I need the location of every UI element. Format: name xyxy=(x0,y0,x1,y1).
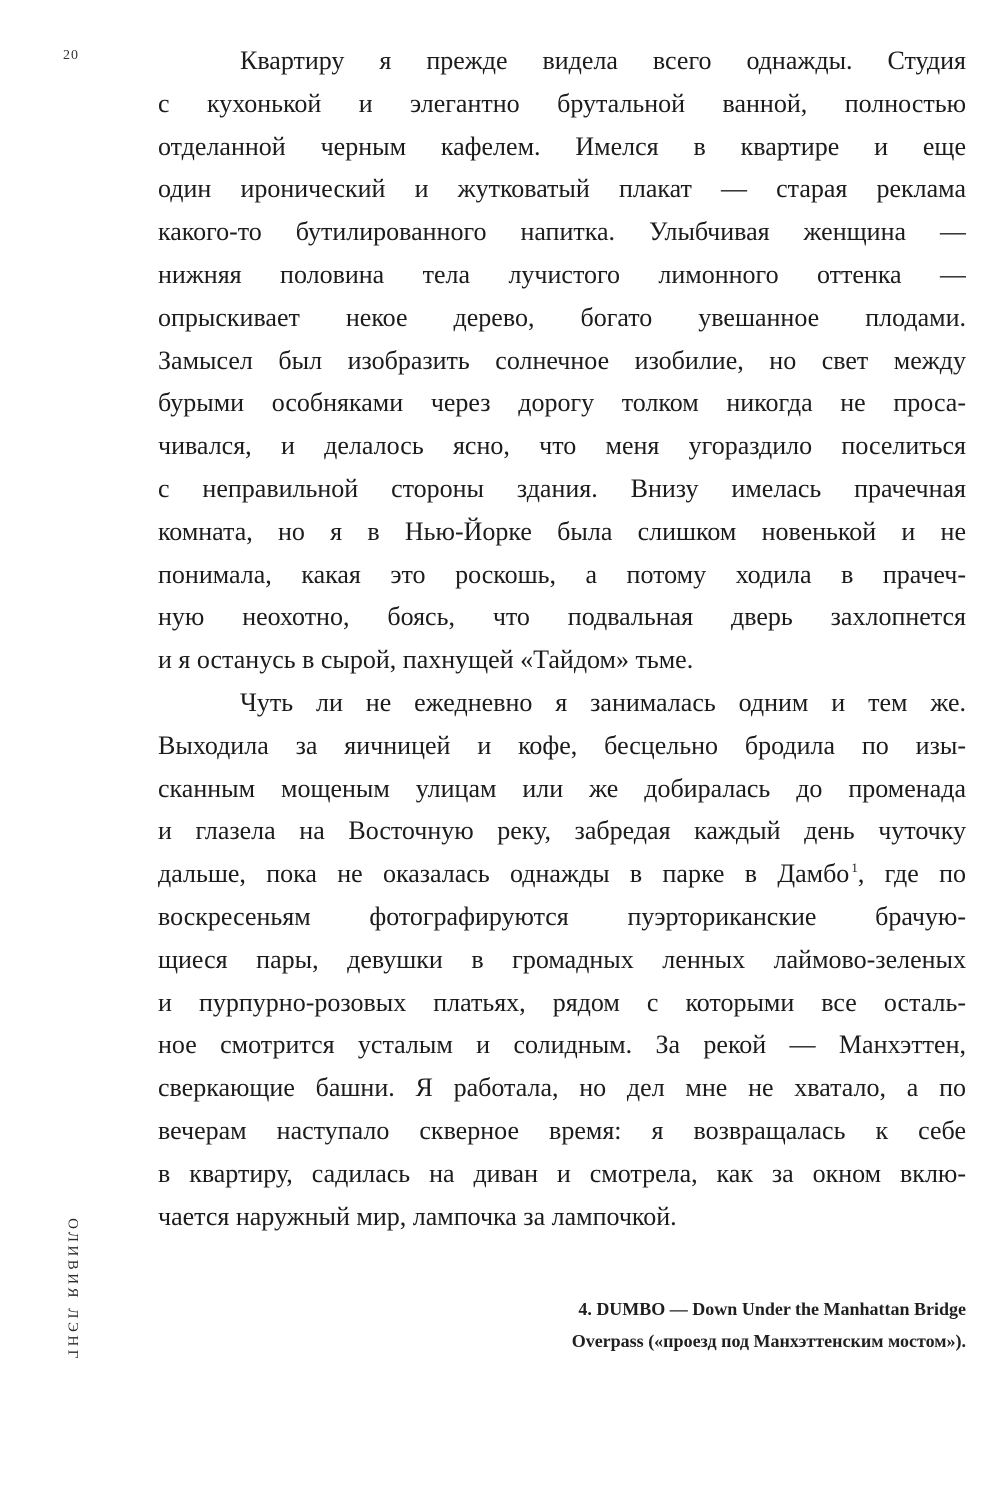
footnote-line-2: Overpass («проезд под Манхэттенским мостом»). xyxy=(571,1331,966,1351)
paragraph-1-line: Замысел был изобразить солнечное изобилие, но свет между xyxy=(158,345,966,375)
paragraph-1-line: бурыми особняками через дорогу толком никогда не проса- xyxy=(158,388,966,418)
paragraph-1-line: нижняя половина тела лучистого лимонного оттенка — xyxy=(158,259,966,289)
body-text xyxy=(158,40,966,1238)
paragraph-2-line: Выходила за яичницей и кофе, бесцельно бродила по изы- xyxy=(158,730,966,760)
paragraph-2-line: чается наружный мир, лампочка за лампочкой. xyxy=(158,1201,677,1231)
paragraph-2-line: щиеся пары, девушки в громадных ленных лаймово-зеленых xyxy=(158,944,966,974)
paragraph-2-line: сверкающие башни. Я работала, но дел мне не хватало, а по xyxy=(158,1073,966,1103)
paragraph-1-line: опрыскивает некое дерево, богато увешанное плодами. xyxy=(158,302,966,332)
footnote-line-1: 4. DUMBO — Down Under the Manhattan Bridge xyxy=(578,1299,966,1319)
paragraph-1-line: один иронический и жутковатый плакат — старая реклама xyxy=(158,174,966,204)
paragraph-1-line: какого-то бутилированного напитка. Улыбчивая женщина — xyxy=(158,217,966,247)
paragraph-1-line: понимала, какая это роскошь, а потому ходила в прачеч- xyxy=(158,559,966,589)
paragraph-2-line: сканным мощеным улицам или же добиралась до променада xyxy=(158,773,966,803)
running-head-author: ОЛИВИЯ ЛЭНГ xyxy=(64,1218,81,1362)
paragraph-2-line: вечерам наступало скверное время: я возвращалась к себе xyxy=(158,1115,966,1145)
paragraph-1-line: с неправильной стороны здания. Внизу имелась прачечная xyxy=(158,473,966,503)
paragraph-2-line: воскресеньям фотографируются пуэрториканские брачую- xyxy=(158,901,966,931)
paragraph-1-line: комната, но я в Нью-Йорке была слишком новенькой и не xyxy=(158,516,966,546)
paragraph-1-line: Квартиру я прежде видела всего однажды. Студия xyxy=(240,46,966,75)
footnote-marker[interactable]: 1 xyxy=(851,860,858,876)
paragraph-2-line: ное смотрится усталым и солидным. За рекой — Манхэттен, xyxy=(158,1030,966,1060)
paragraph-2-line: в квартиру, садилась на диван и смотрела, как за окном вклю- xyxy=(158,1158,966,1188)
paragraph-1-line: с кухонькой и элегантно брутальной ванной, полностью xyxy=(158,88,966,118)
paragraph-1-line: ную неохотно, боясь, что подвальная дверь захлопнется xyxy=(158,602,966,632)
paragraph-2-line-with-footnote xyxy=(158,853,966,896)
footnote-line-tail: , где по xyxy=(857,859,966,889)
paragraph-2-line: и глазела на Восточную реку, забредая каждый день чуточку xyxy=(158,816,966,846)
paragraph-1-line: отделанной черным кафелем. Имелся в квартире и еще xyxy=(158,131,966,161)
paragraph-1-line: чивался, и делалось ясно, что меня угораздило поселиться xyxy=(158,431,966,461)
paragraph-1-line: и я останусь в сырой, пахнущей «Тайдом» тьме. xyxy=(158,645,694,675)
paragraph-2-line: Чуть ли не ежедневно я занималась одним и тем же. xyxy=(240,687,966,717)
paragraph-2-line: и пурпурно-розовых платьях, рядом с которыми все осталь- xyxy=(158,987,966,1017)
page-number: 20 xyxy=(63,48,79,63)
footnote-line-text: дальше, пока не оказалась однажды в парке в Дамбо xyxy=(158,859,850,889)
footnote xyxy=(446,1293,966,1357)
